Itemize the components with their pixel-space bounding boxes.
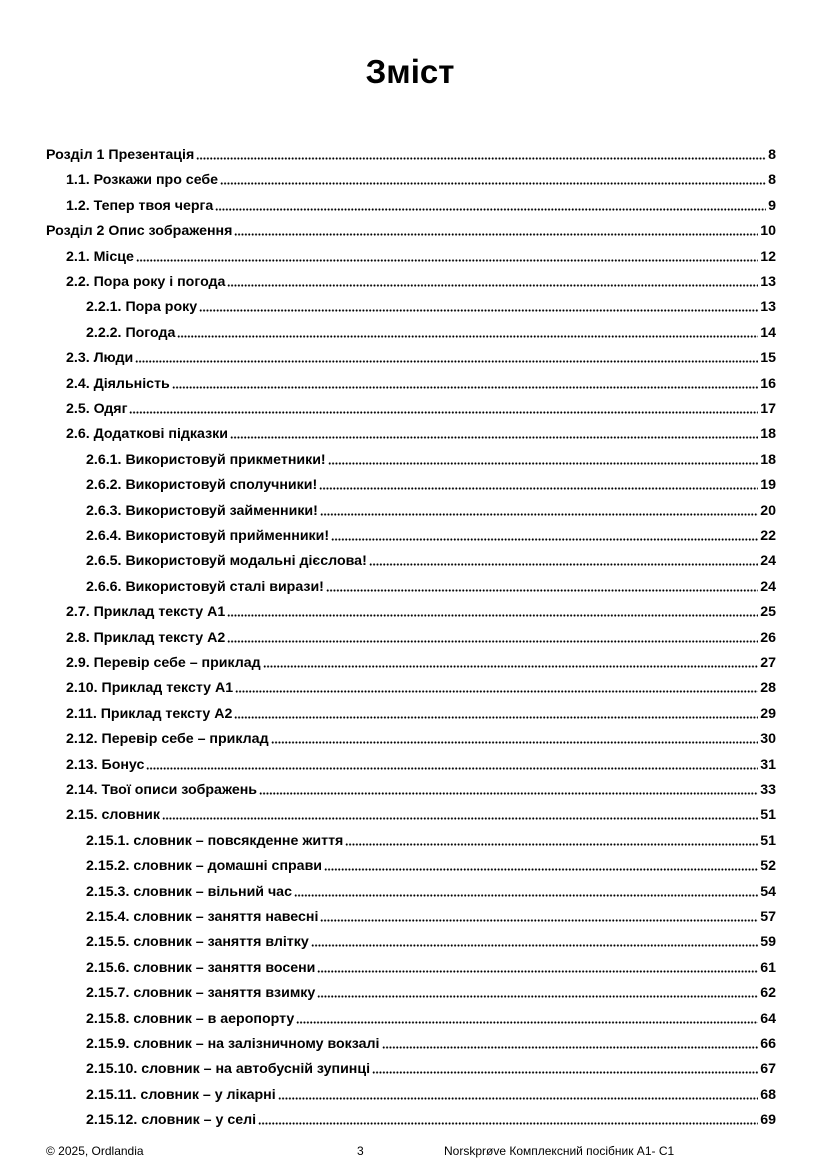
toc-entry-title: 2.15.9. словник – на залізничному вокзалі — [86, 1036, 380, 1052]
toc-entry-page: 24 — [760, 553, 776, 570]
toc-entry-page: 66 — [760, 1036, 776, 1052]
toc-entry[interactable] — [66, 671, 776, 697]
toc-entry-page: 27 — [760, 655, 776, 671]
toc-entry-page: 19 — [760, 477, 776, 494]
toc-entry[interactable] — [46, 138, 776, 164]
toc-entry-page: 14 — [760, 324, 776, 341]
toc-dot-leader — [129, 411, 758, 414]
toc-entry[interactable] — [66, 646, 776, 672]
toc-dot-leader — [258, 1122, 758, 1125]
toc-dot-leader — [372, 1071, 758, 1074]
toc-entry-page: 13 — [760, 274, 776, 290]
toc-entry-title: 2.15. словник — [66, 807, 160, 824]
toc-entry-title: 2.3. Люди — [66, 350, 134, 367]
toc-entry-title: 2.15.8. словник – в аеропорту — [86, 1010, 295, 1027]
toc-entry-title: 2.12. Перевір себе – приклад — [66, 731, 269, 748]
toc-entry-page: 61 — [760, 959, 776, 976]
toc-entry-page: 13 — [760, 299, 776, 316]
toc-entry-page: 69 — [760, 1112, 776, 1129]
toc-entry-page: 64 — [760, 1010, 776, 1027]
toc-entry-page: 8 — [768, 147, 776, 163]
toc-entry-page: 16 — [760, 375, 776, 392]
toc-entry-title: 2.15.10. словник – на автобусній зупинці — [86, 1061, 371, 1078]
toc-entry[interactable] — [86, 1027, 776, 1053]
toc-entry-title: 2.15.6. словник – заняття восени — [86, 959, 316, 976]
toc-dot-leader — [317, 970, 758, 973]
toc-entry[interactable] — [66, 798, 776, 824]
toc-dot-leader — [278, 1097, 759, 1100]
toc-dot-leader — [199, 309, 758, 312]
toc-entry-title: 2.14. Твої описи зображень — [66, 782, 258, 798]
toc-entry-page: 51 — [760, 832, 776, 849]
toc-entry-title: 2.2.1. Пора року — [86, 299, 198, 316]
toc-entry-title: 2.6.3. Використовуй займенники! — [86, 502, 318, 519]
toc-entry-title: 2.11. Приклад тексту А2 — [66, 705, 233, 722]
toc-dot-leader — [382, 1046, 759, 1049]
toc-entry-title: 2.9. Перевір себе – приклад — [66, 655, 261, 671]
toc-entry[interactable] — [66, 392, 776, 418]
toc-dot-leader — [162, 817, 758, 820]
toc-dot-leader — [196, 157, 766, 160]
toc-dot-leader — [227, 614, 758, 617]
toc-entry-page: 26 — [760, 629, 776, 646]
toc-entry[interactable] — [66, 595, 776, 621]
toc-entry-page: 54 — [760, 883, 776, 900]
toc-entry-page: 17 — [760, 401, 776, 417]
toc-entry-page: 57 — [760, 909, 776, 925]
toc-entry-title: 2.6.4. Використовуй прийменники! — [86, 528, 330, 544]
toc-dot-leader — [317, 995, 758, 998]
toc-entry-page: 20 — [760, 502, 776, 519]
toc-entry-title: 2.6.6. Використовуй сталі вирази! — [86, 578, 324, 595]
toc-entry-title: 2.15.12. словник – у селі — [86, 1112, 257, 1129]
toc-entry-title: 2.15.5. словник – заняття влітку — [86, 934, 309, 951]
toc-entry[interactable] — [86, 849, 776, 875]
toc-entry[interactable] — [66, 367, 776, 393]
toc-entry-page: 12 — [760, 248, 776, 265]
toc-entry[interactable] — [86, 925, 776, 951]
toc-entry-page: 18 — [760, 426, 776, 443]
toc-entry-page: 28 — [760, 680, 776, 697]
toc-dot-leader — [230, 436, 758, 439]
toc-dot-leader — [220, 182, 766, 185]
toc-entry[interactable] — [86, 494, 776, 520]
toc-entry-page: 51 — [760, 807, 776, 824]
toc-entry-title: 2.8. Приклад тексту А2 — [66, 629, 226, 646]
toc-entry[interactable] — [86, 443, 776, 469]
toc-entry[interactable] — [86, 900, 776, 926]
toc-entry-page: 62 — [760, 985, 776, 1002]
toc-entry-title: 2.13. Бонус — [66, 756, 145, 773]
toc-dot-leader — [136, 259, 758, 262]
toc-dot-leader — [369, 563, 758, 566]
toc-entry-title: 2.15.11. словник – у лікарні — [86, 1086, 276, 1103]
toc-entry-title: 2.2. Пора року і погода — [66, 274, 226, 290]
toc-entry-title: 2.6.2. Використовуй сполучники! — [86, 477, 318, 494]
toc-entry[interactable] — [86, 951, 776, 977]
toc-entry-title: Розділ 1 Презентація — [46, 147, 195, 163]
toc-entry-page: 30 — [760, 731, 776, 748]
toc-dot-leader — [320, 919, 758, 922]
toc-entry-title: 2.6. Додаткові підказки — [66, 426, 228, 443]
toc-entry-page: 15 — [760, 350, 776, 367]
toc-dot-leader — [328, 462, 759, 465]
toc-entry-title: 2.5. Одяг — [66, 401, 128, 417]
toc-entry[interactable] — [46, 214, 776, 240]
toc-entry[interactable] — [66, 265, 776, 291]
toc-entry[interactable] — [86, 290, 776, 316]
toc-entry-title: 2.15.1. словник – повсякденне життя — [86, 832, 344, 849]
toc-entry-page: 33 — [760, 782, 776, 798]
footer-copyright: © 2025, Ordlandia — [46, 1144, 144, 1158]
toc-dot-leader — [319, 487, 758, 490]
page-title: Зміст — [365, 53, 455, 90]
toc-entry-page: 67 — [760, 1061, 776, 1078]
toc-dot-leader — [215, 208, 766, 211]
toc-entry-page: 8 — [768, 172, 776, 189]
toc-entry[interactable] — [86, 316, 776, 342]
toc-dot-leader — [311, 944, 758, 947]
toc-dot-leader — [235, 690, 758, 693]
toc-entry-title: 1.2. Тепер твоя черга — [66, 197, 214, 214]
toc-entry[interactable] — [66, 722, 776, 748]
toc-entry-title: 2.15.3. словник – вільний час — [86, 883, 292, 900]
toc-entry[interactable] — [86, 1052, 776, 1078]
toc-entry[interactable] — [66, 240, 776, 266]
toc-dot-leader — [320, 513, 758, 516]
toc-entry-page: 52 — [760, 858, 776, 875]
toc-entry[interactable] — [66, 748, 776, 774]
toc-entry[interactable] — [66, 621, 776, 647]
toc-entry[interactable] — [86, 1078, 776, 1104]
toc-entry-title: 2.7. Приклад тексту А1 — [66, 604, 226, 621]
toc-entry[interactable] — [86, 875, 776, 901]
toc-entry[interactable] — [86, 1002, 776, 1028]
toc-dot-leader — [324, 868, 758, 871]
toc-entry[interactable] — [86, 544, 776, 570]
toc-entry-title: 2.1. Місце — [66, 248, 134, 265]
toc-entry[interactable] — [86, 824, 776, 850]
toc-dot-leader — [234, 716, 758, 719]
toc-entry[interactable] — [86, 570, 776, 596]
toc-dot-leader — [331, 538, 758, 541]
footer-book-title: Norskprøve Комплексний посібник A1- C1 — [444, 1144, 675, 1158]
toc-entry[interactable] — [66, 773, 776, 799]
toc-dot-leader — [177, 335, 758, 338]
toc-entry-page: 24 — [760, 578, 776, 595]
toc-entry-title: Розділ 2 Опис зображення — [46, 223, 233, 240]
toc-entry[interactable] — [66, 417, 776, 443]
toc-entry[interactable] — [86, 468, 776, 494]
toc-dot-leader — [294, 894, 758, 897]
toc-dot-leader — [227, 284, 758, 287]
toc-entry-title: 2.6.1. Використовуй прикметники! — [86, 451, 326, 468]
toc-entry-page: 68 — [760, 1086, 776, 1103]
toc-entry[interactable] — [86, 1103, 776, 1129]
toc-dot-leader — [263, 665, 759, 668]
toc-entry[interactable] — [66, 341, 776, 367]
toc-entry-page: 18 — [760, 451, 776, 468]
toc-entry[interactable] — [66, 163, 776, 189]
toc-entry-page: 31 — [760, 756, 776, 773]
toc-dot-leader — [296, 1021, 758, 1024]
toc-entry-title: 2.15.4. словник – заняття навесні — [86, 909, 319, 925]
toc-dot-leader — [234, 233, 758, 236]
toc-dot-leader — [227, 640, 758, 643]
toc-dot-leader — [172, 386, 758, 389]
toc-entry-title: 2.15.7. словник – заняття взимку — [86, 985, 316, 1002]
toc-entry-page: 59 — [760, 934, 776, 951]
toc-entry-title: 2.10. Приклад тексту А1 — [66, 680, 234, 697]
toc-dot-leader — [259, 792, 758, 795]
footer-page-number: 3 — [357, 1144, 364, 1158]
toc-dot-leader — [345, 843, 758, 846]
toc-entry-page: 10 — [760, 223, 776, 240]
toc-dot-leader — [326, 589, 758, 592]
toc-dot-leader — [146, 767, 758, 770]
toc-entry[interactable] — [66, 697, 776, 723]
toc-dot-leader — [135, 360, 758, 363]
toc-entry[interactable] — [86, 519, 776, 545]
toc-entry-page: 22 — [760, 528, 776, 544]
toc-entry-title: 2.4. Діяльність — [66, 375, 170, 392]
toc-entry-title: 1.1. Розкажи про себе — [66, 172, 219, 189]
toc-entry-title: 2.15.2. словник – домашні справи — [86, 858, 323, 875]
toc-entry-page: 25 — [760, 604, 776, 621]
toc-entry-page: 9 — [768, 197, 776, 214]
toc-entry[interactable] — [86, 976, 776, 1002]
toc-entry-page: 29 — [760, 705, 776, 722]
toc-dot-leader — [271, 741, 759, 744]
toc-entry[interactable] — [66, 189, 776, 215]
toc-entry-title: 2.2.2. Погода — [86, 324, 176, 341]
toc-entry-title: 2.6.5. Використовуй модальні дієслова! — [86, 553, 367, 570]
page-footer — [0, 1143, 820, 1159]
